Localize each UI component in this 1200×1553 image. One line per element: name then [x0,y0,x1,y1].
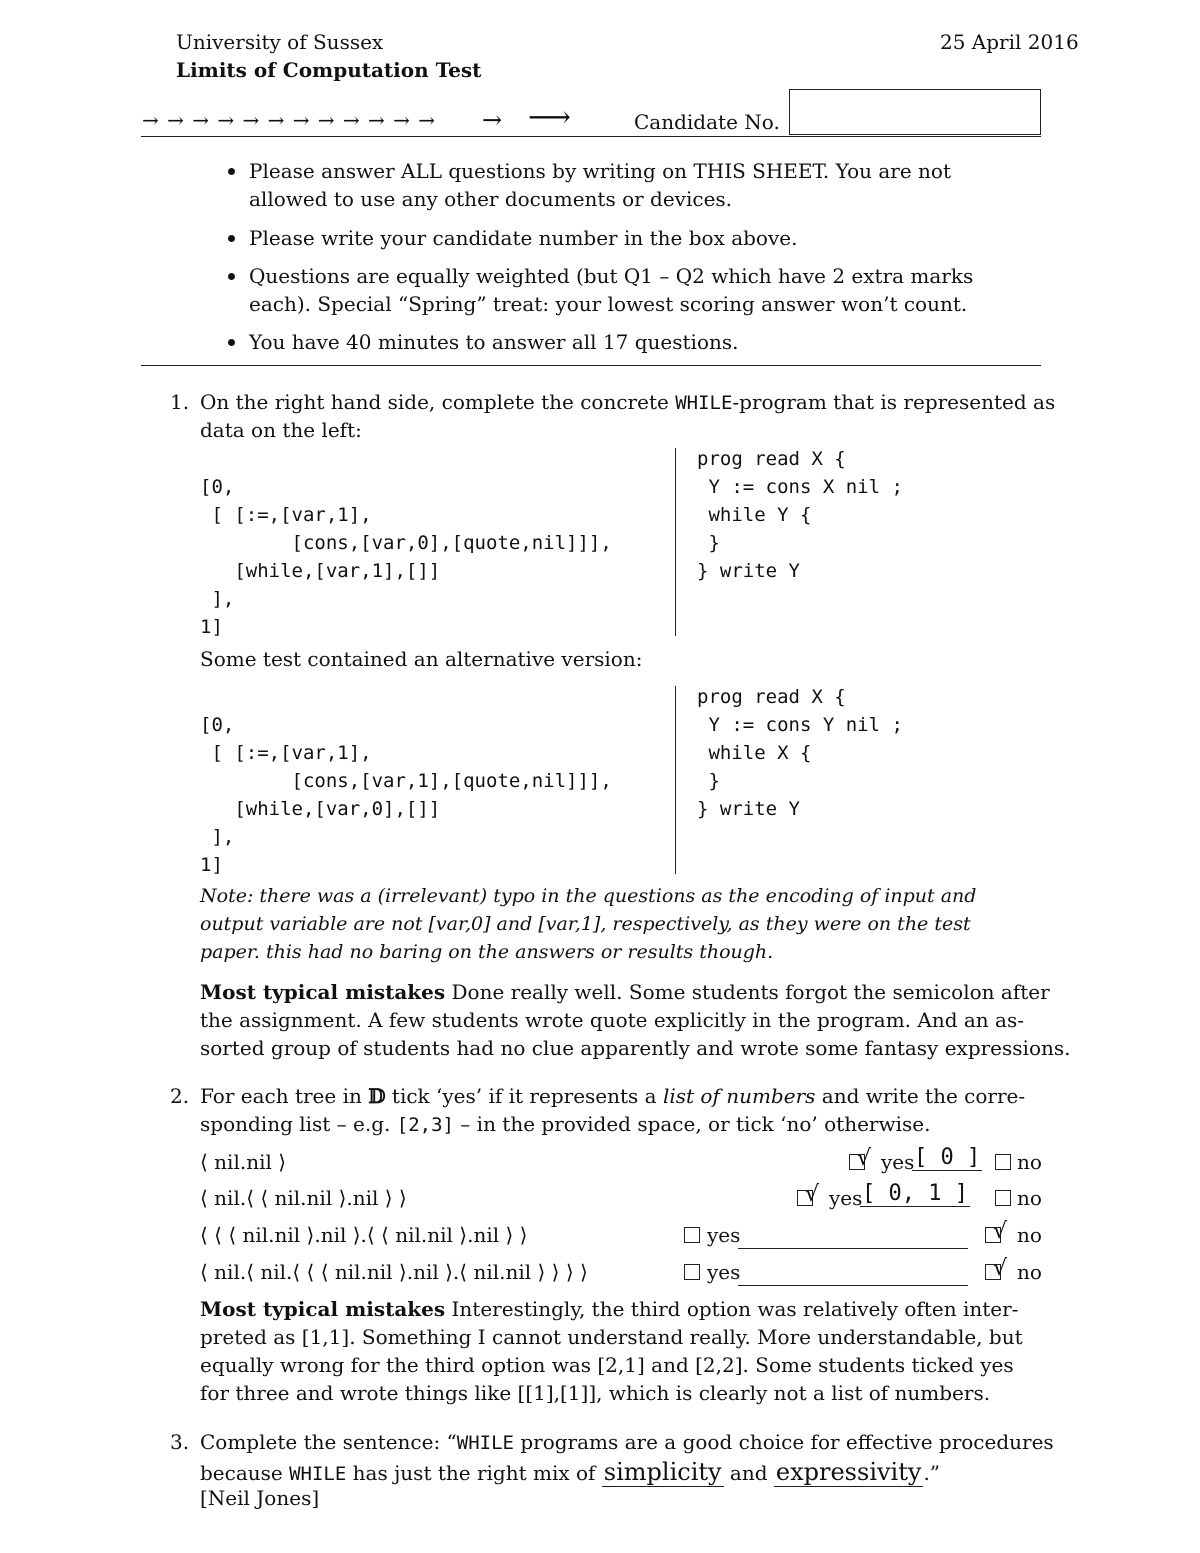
code-line: ], [200,588,235,610]
code-line: [cons,[var,1],[quote,nil]]], [200,770,612,792]
q2-mistakes-line3: equally wrong for the third option was [2,1] and [2,2]. Some students ticked yes [200,1353,1014,1377]
code-line: [while,[var,0],[]] [200,798,441,820]
code-line: [0, [200,476,235,498]
code-line: [ [:=,[var,1], [200,742,372,764]
instruction-3-line2: each). Special “Spring” treat: your lowest scoring answer won’t count. [249,292,968,316]
q1-text-line2: data on the left: [200,418,362,442]
instructions-rule [141,365,1041,366]
program-line: prog read X { [697,686,846,708]
program-line: } [697,770,720,792]
arrow-medium-icon: → [482,106,503,134]
q1-mistakes-line1: Most typical mistakes Done really well. Some students forgot the semicolon after [200,980,1050,1004]
q2-mistakes-line4: for three and wrote things like [[1],[1]], which is clearly not a list of numbers. [200,1381,991,1405]
program-line: while Y { [697,504,812,526]
bullet-icon [228,235,235,242]
header-rule [141,136,1041,137]
candidate-number-box[interactable] [789,89,1041,135]
yes-label: yes [707,1223,741,1247]
bullet-icon [228,339,235,346]
bullet-icon [228,168,235,175]
program-line: while X { [697,742,812,764]
q3-text-line2: because WHILE has just the right mix of simplicity and expressivity .” [200,1458,941,1486]
q1-alt-text: Some test contained an alternative version: [200,647,643,671]
list-answer[interactable]: [ 0, 1 ] [862,1181,968,1206]
program-line: } write Y [697,798,800,820]
q1-number: 1. [170,390,190,414]
no-checkbox[interactable] [995,1190,1011,1206]
yes-checkbox[interactable] [684,1227,700,1243]
code-line: [while,[var,1],[]] [200,560,441,582]
list-answer[interactable]: [ 0 ] [914,1145,981,1170]
tree-expression: ⟨ nil.⟨ ⟨ nil.nil ⟩.nil ⟩ ⟩ [200,1186,407,1210]
q3-answer-expressivity[interactable]: expressivity [775,1458,922,1486]
q2-number: 2. [170,1084,190,1108]
tree-expression: ⟨ nil.⟨ nil.⟨ ⟨ ⟨ nil.nil ⟩.nil ⟩.⟨ nil.nil ⟩ ⟩ ⟩ ⟩ [200,1260,588,1284]
code-line: 1] [200,616,223,638]
instruction-1-line1: Please answer ALL questions by writing on THIS SHEET. You are not [249,159,952,183]
code-line: ], [200,826,235,848]
q1-mistakes-line2: the assignment. A few students wrote quote explicitly in the program. And an as- [200,1008,1024,1032]
no-label: no [1017,1260,1042,1284]
code-line: [0, [200,714,235,736]
yes-label: yes [707,1260,741,1284]
q3-attribution: [Neil Jones] [200,1486,320,1510]
instruction-3-line1: Questions are equally weighted (but Q1 – Q2 which have 2 extra marks [249,264,974,288]
program-line: Y := cons Y nil ; [697,714,903,736]
no-label: no [1017,1223,1042,1247]
no-checkbox[interactable] [995,1154,1011,1170]
tick-icon: √ [805,1182,820,1207]
q3-number: 3. [170,1430,190,1454]
arrow-row: → → → → → → → → → → → → [142,108,437,132]
code-line: [cons,[var,0],[quote,nil]]], [200,532,612,554]
institution: University of Sussex [176,30,384,54]
tree-expression: ⟨ ⟨ ⟨ nil.nil ⟩.nil ⟩.⟨ ⟨ nil.nil ⟩.nil ⟩ ⟩ [200,1223,528,1247]
q1-divider-1 [675,448,676,636]
date: 25 April 2016 [940,30,1079,54]
q1-text-line1: On the right hand side, complete the concrete WHILE-program that is represented as [200,390,1056,414]
test-title: Limits of Computation Test [176,58,482,82]
candidate-label: Candidate No. [634,110,780,134]
yes-checkbox[interactable] [684,1264,700,1280]
q1-divider-2 [675,686,676,874]
program-line: Y := cons X nil ; [697,476,903,498]
bullet-icon [228,273,235,280]
q2-mistakes-line1: Most typical mistakes Interestingly, the third option was relatively often inter- [200,1297,1019,1321]
program-line: prog read X { [697,448,846,470]
no-label: no [1017,1150,1042,1174]
no-label: no [1017,1186,1042,1210]
code-line: [ [:=,[var,1], [200,504,372,526]
q1-note-line2: output variable are not [var,0] and [var,1], respectively, as they were on the test [200,913,971,935]
yes-label: yes [829,1186,863,1210]
program-line: } [697,532,720,554]
arrow-long-icon: ⟶ [528,100,572,135]
program-line: } write Y [697,560,800,582]
q3-answer-simplicity[interactable]: simplicity [603,1458,722,1486]
q3-text-line1: Complete the sentence: “WHILE programs are a good choice for effective procedures [200,1430,1054,1454]
q2-text-line1: For each tree in 𝔻 tick ‘yes’ if it represents a list of numbers and write the corre- [200,1084,1026,1108]
list-answer-line[interactable] [738,1285,968,1286]
q2-mistakes-line2: preted as [1,1]. Something I cannot understand really. More understandable, but [200,1325,1023,1349]
instruction-4: You have 40 minutes to answer all 17 questions. [249,330,739,354]
q2-text-line2: sponding list – e.g. [2,3] – in the provided space, or tick ‘no’ otherwise. [200,1112,931,1136]
q1-note-line3: paper. this had no baring on the answers or results though. [200,941,774,963]
q1-note-line1: Note: there was a (irrelevant) typo in the questions as the encoding of input and [200,885,977,907]
code-line: 1] [200,854,223,876]
tick-icon: √ [993,1256,1008,1281]
instruction-1-line2: allowed to use any other documents or devices. [249,187,733,211]
tick-icon: √ [857,1146,872,1171]
instruction-2: Please write your candidate number in the box above. [249,226,798,250]
yes-label: yes [881,1150,915,1174]
q1-mistakes-line3: sorted group of students had no clue apparently and wrote some fantasy expressions. [200,1036,1071,1060]
tree-expression: ⟨ nil.nil ⟩ [200,1150,287,1174]
tick-icon: √ [993,1219,1008,1244]
list-answer-line[interactable] [738,1248,968,1249]
